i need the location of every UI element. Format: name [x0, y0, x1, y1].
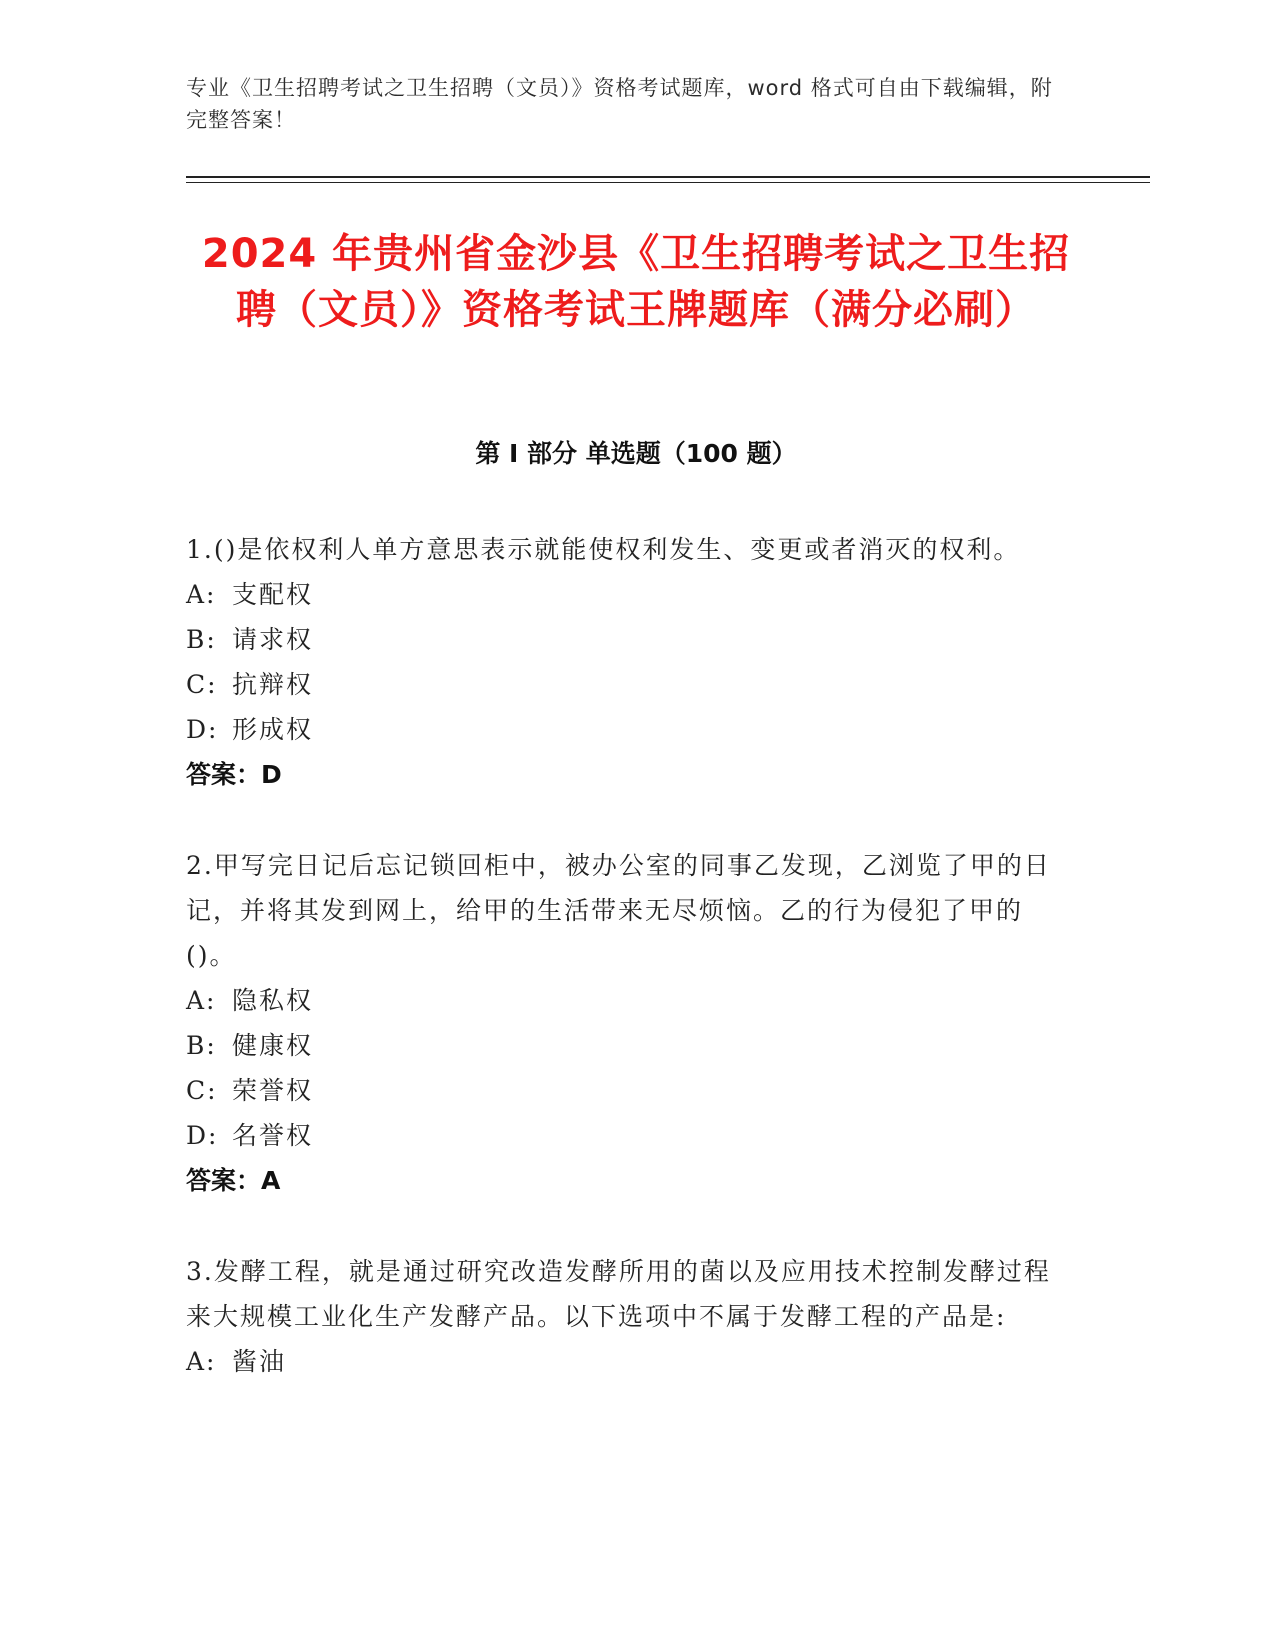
option-letter: A: [186, 986, 217, 1015]
option-c [186, 1068, 1066, 1113]
option-b [186, 1023, 1066, 1068]
option-text: 抗辩权 [232, 670, 314, 699]
answer-line: 答案：A [186, 1166, 281, 1195]
option-a [186, 572, 1066, 617]
option-text: 健康权 [232, 1031, 314, 1060]
option-letter: B: [186, 1031, 217, 1060]
option-letter: A: [186, 580, 217, 609]
option-text: 形成权 [232, 715, 314, 744]
option-letter: C: [186, 670, 218, 699]
option-letter: C: [186, 1076, 218, 1105]
option-text: 酱油 [232, 1347, 287, 1376]
question-stem: 2.甲写完日记后忘记锁回柜中，被办公室的同事乙发现，乙浏览了甲的日记，并将其发到网上，给甲的生活带来无尽烦恼。乙的行为侵犯了甲的()。 [186, 851, 1051, 970]
question-2 [186, 843, 1066, 1203]
section-heading: 第 I 部分 单选题（100 题） [475, 439, 797, 468]
option-text: 名誉权 [232, 1121, 314, 1150]
header-note: 专业《卫生招聘考试之卫生招聘（文员）》资格考试题库，word 格式可自由下载编辑，附完整答案！ [186, 76, 1053, 132]
question-list [186, 527, 1066, 1430]
option-text: 隐私权 [232, 986, 314, 1015]
option-letter: D: [186, 1121, 219, 1150]
option-a [186, 1339, 1066, 1384]
question-stem: 3.发酵工程，就是通过研究改造发酵所用的菌以及应用技术控制发酵过程来大规模工业化生产发酵产品。以下选项中不属于发酵工程的产品是: [186, 1257, 1051, 1331]
answer-line: 答案：D [186, 760, 282, 789]
option-letter: B: [186, 625, 217, 654]
header-divider-thin [186, 182, 1150, 183]
option-d [186, 707, 1066, 752]
question-3 [186, 1249, 1066, 1384]
question-1 [186, 527, 1066, 797]
option-letter: A: [186, 1347, 217, 1376]
document-title: 2024 年贵州省金沙县《卫生招聘考试之卫生招聘（文员）》资格考试王牌题库（满分必刷） [201, 231, 1071, 333]
option-text: 荣誉权 [232, 1076, 314, 1105]
question-stem: 1.()是依权利人单方意思表示就能使权利发生、变更或者消灭的权利。 [186, 535, 1021, 564]
option-d [186, 1113, 1066, 1158]
option-c [186, 662, 1066, 707]
option-a [186, 978, 1066, 1023]
option-b [186, 617, 1066, 662]
option-text: 支配权 [232, 580, 314, 609]
option-text: 请求权 [232, 625, 314, 654]
option-letter: D: [186, 715, 219, 744]
header-divider [186, 176, 1150, 178]
